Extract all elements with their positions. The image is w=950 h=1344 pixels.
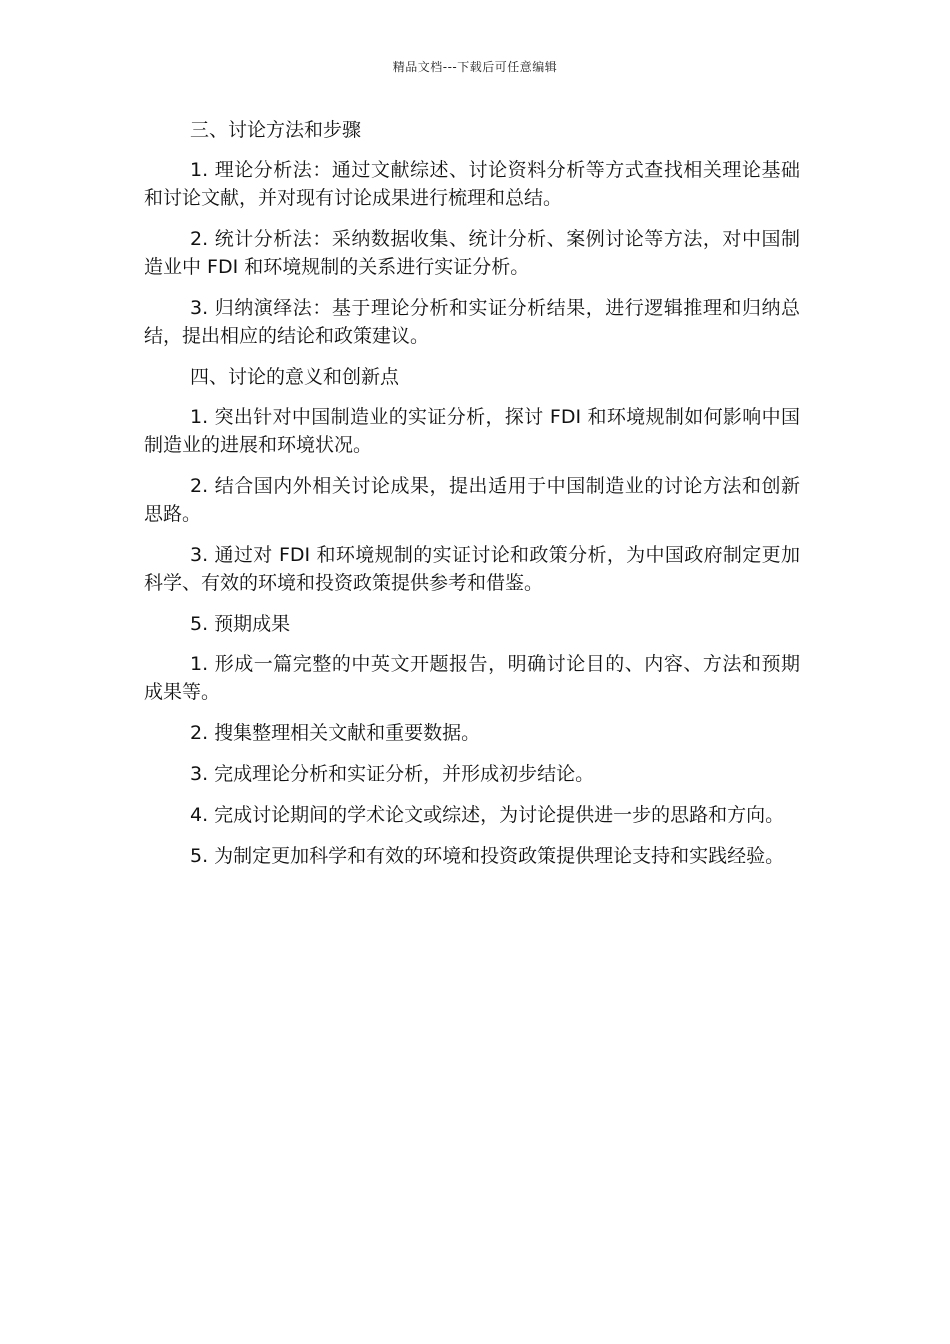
paragraph-induction-deduction: 3. 归纳演绎法：基于理论分析和实证分析结果，进行逻辑推理和归纳总结，提出相应的结论和政策建议。 [144,297,800,347]
paragraph-result-2: 2. 搜集整理相关文献和重要数据。 [190,722,481,744]
section-heading-expected-results: 5. 预期成果 [190,613,291,635]
paragraph-statistical-analysis: 2. 统计分析法：采纳数据收集、统计分析、案例讨论等方法，对中国制造业中 FDI 和环境规制的关系进行实证分析。 [144,228,800,278]
paragraph-result-3: 3. 完成理论分析和实证分析，并形成初步结论。 [190,763,595,785]
paragraph-result-4: 4. 完成讨论期间的学术论文或综述，为讨论提供进一步的思路和方向。 [190,804,785,826]
section-heading-significance: 四、讨论的意义和创新点 [190,366,400,388]
paragraph-significance-1: 1. 突出针对中国制造业的实证分析，探讨 FDI 和环境规制如何影响中国制造业的进展和环境状况。 [144,406,800,456]
paragraph-result-1: 1. 形成一篇完整的中英文开题报告，明确讨论目的、内容、方法和预期成果等。 [144,653,800,703]
section-heading-methods: 三、讨论方法和步骤 [190,119,362,141]
paragraph-theory-analysis: 1. 理论分析法：通过文献综述、讨论资料分析等方式查找相关理论基础和讨论文献，并对现有讨论成果进行梳理和总结。 [144,159,800,209]
document-body [144,116,800,883]
paragraph-significance-3: 3. 通过对 FDI 和环境规制的实证讨论和政策分析，为中国政府制定更加科学、有效的环境和投资政策提供参考和借鉴。 [144,544,800,594]
page-header: 精品文档---下载后可任意编辑 [392,60,558,74]
paragraph-significance-2: 2. 结合国内外相关讨论成果，提出适用于中国制造业的讨论方法和创新思路。 [144,475,800,525]
paragraph-result-5: 5. 为制定更加科学和有效的环境和投资政策提供理论支持和实践经验。 [190,845,785,867]
